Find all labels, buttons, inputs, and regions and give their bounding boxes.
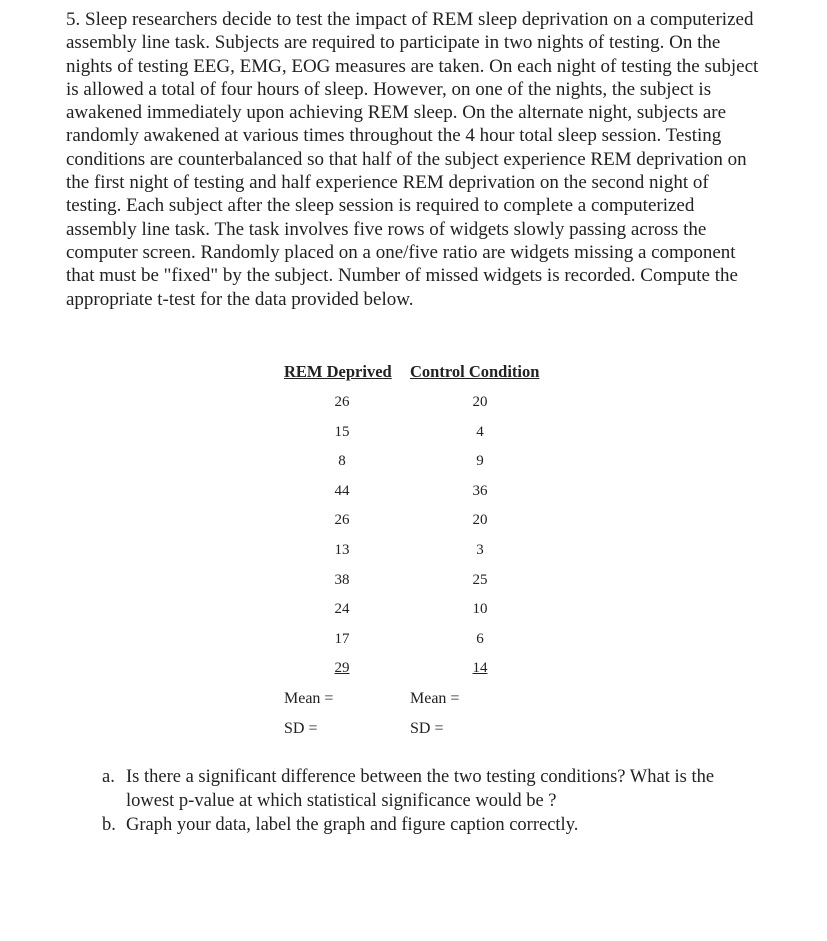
question-text: 5. Sleep researchers decide to test the impact of REM sleep deprivation on a computerized assembly line task. Subjects are required to participate in two nights of testing. On the nights of testing EEG, EMG, EOG measures are taken. On each night of testing the subject is allowed a total of four hours of sleep. However, on one of the nights, the subject is awakened immediately upon achieving REM sleep. On the alternate night, subjects are randomly awakened at various times throughout the 4 hour total sleep session. Testing conditions are counterbalanced so that half of the subject experience REM deprivation on the first night of testing and half experience REM deprivation on the second night of testing. Each subject after the sleep session is required to complete a computerized assembly line task. The task involves five rows of widgets slowly passing across the computer screen. Randomly placed on a one/five ratio are widgets missing a component that must be "fixed" by the subject. Number of missed widgets is recorded. Compute the appropriate t-test for the data provided below. [66,9,759,310]
header-control-condition: Control Condition [410,362,540,381]
control-mean-label: Mean = [410,690,460,707]
rem-deprived-value: 24 [334,601,350,618]
control-condition-value: 9 [476,453,484,470]
subquestion-list [102,765,762,837]
rem-deprived-value: 17 [334,630,350,647]
control-condition-value: 20 [472,394,488,410]
subquestion-text: Is there a significant difference between the two testing conditions? What is the lowest p-value at which statistical significance would be ? [126,767,715,811]
subquestion-marker: b. [102,815,116,835]
rem-deprived-value: 8 [338,453,346,470]
control-condition-value: 25 [472,571,488,588]
rem-deprived-value: 38 [334,571,350,588]
subquestion-marker: a. [102,767,115,787]
rem-sd-label: SD = [284,720,318,737]
rem-deprived-value: 26 [334,512,350,529]
rem-deprived-value: 13 [334,541,350,558]
control-condition-value: 6 [476,630,484,647]
control-condition-value: 20 [472,512,488,529]
control-condition-column [450,392,510,688]
rem-mean-label: Mean = [284,690,334,707]
control-condition-value: 10 [472,601,488,618]
subquestion-text: Graph your data, label the graph and figure caption correctly. [126,815,579,835]
subquestion-a [102,765,762,813]
header-rem-deprived: REM Deprived [284,362,392,381]
rem-deprived-value: 29 [334,660,350,677]
subquestion-b [102,813,762,837]
rem-deprived-value: 26 [334,394,350,410]
control-condition-value: 4 [476,423,484,440]
control-condition-value: 14 [472,660,488,677]
rem-deprived-column [312,392,372,688]
rem-deprived-value: 44 [334,482,350,499]
control-sd-label: SD = [410,720,444,737]
control-condition-value: 3 [476,541,484,558]
rem-deprived-value: 15 [334,423,350,440]
control-condition-value: 36 [472,482,488,499]
